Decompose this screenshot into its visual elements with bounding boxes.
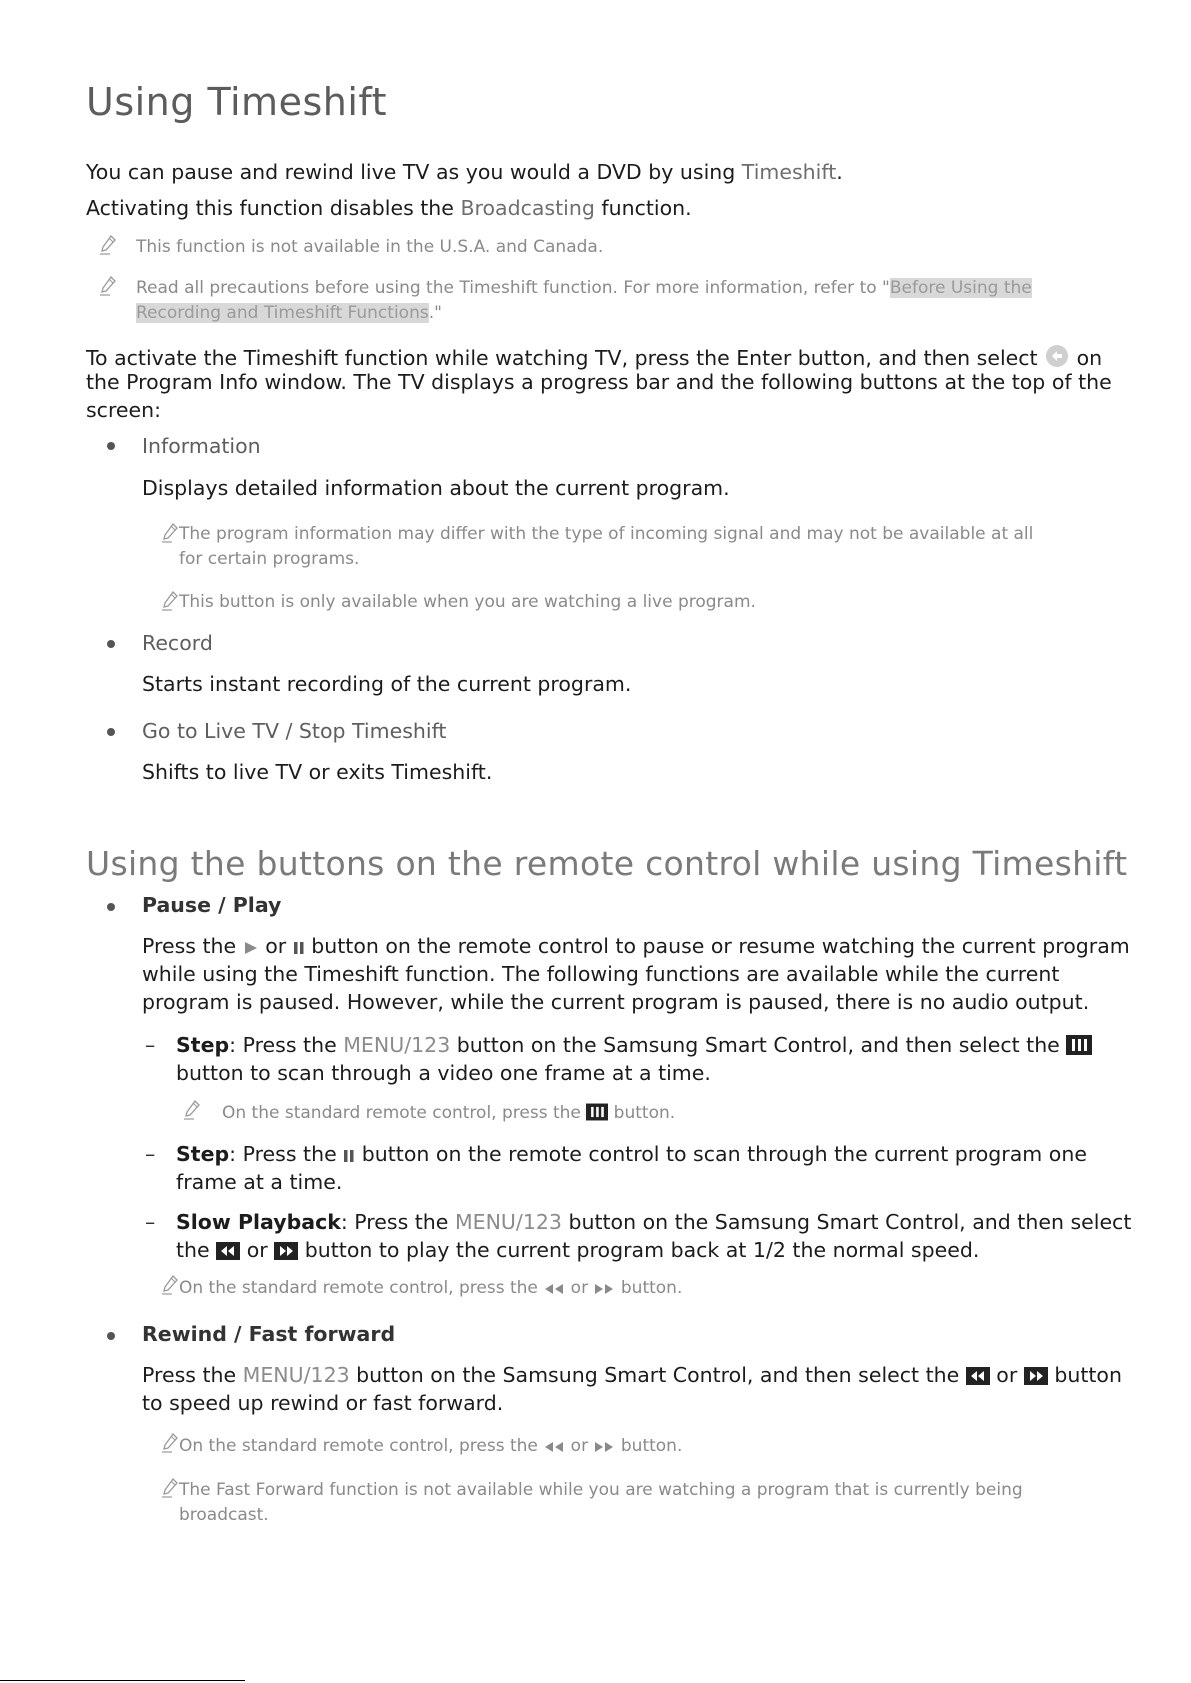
slow-line-2: the or button to play the current program back at 1/2 the normal speed.	[176, 1236, 979, 1267]
step2-line-1: Step: Press the button on the remote control to scan through the current program one	[176, 1140, 1087, 1171]
information-note-2: This button is only available when you are watching a live program.	[179, 592, 756, 612]
page-title: Using Timeshift	[86, 80, 387, 124]
pause-line-3: program is paused. However, while the current program is paused, there is no audio output.	[142, 990, 1090, 1014]
slow-rewind-icon	[216, 1239, 240, 1267]
step1-line-1: Step: Press the MENU/123 button on the Samsung Smart Control, and then select the	[176, 1031, 1092, 1062]
link-before-using[interactable]: Before Using the	[889, 278, 1032, 298]
rewind-ff-heading: Rewind / Fast forward	[142, 1322, 396, 1346]
step1-note: On the standard remote control, press the button.	[222, 1101, 675, 1129]
note-pencil-icon	[160, 1274, 180, 1296]
fast-forward-icon	[593, 1279, 615, 1304]
step1-line-2: button to scan through a video one frame at a time.	[176, 1061, 711, 1085]
menu123-label: MENU/123	[454, 1210, 562, 1234]
rewind-line-1: Press the MENU/123 button on the Samsung Smart Control, and then select the or button	[142, 1361, 1122, 1392]
pause-line-1: Press the or button on the remote control to pause or resume watching the current program	[142, 932, 1130, 963]
rewind-note-1: On the standard remote control, press the or button.	[179, 1434, 682, 1462]
pause-icon	[343, 1143, 355, 1171]
footer-rule	[0, 1680, 245, 1681]
information-note-1: The program information may differ with the type of incoming signal and may not be available at all	[179, 524, 1034, 544]
pause-icon	[293, 935, 305, 963]
activate-line-2: the Program Info window. The TV displays a progress bar and the following buttons at the top of the	[86, 370, 1112, 394]
menu123-label: MENU/123	[343, 1033, 451, 1057]
play-icon	[243, 935, 259, 963]
pause-line-2: while using the Timeshift function. The following functions are available while the current	[142, 962, 1060, 986]
rewind-note-2-line2: broadcast.	[179, 1505, 269, 1525]
timeshift-keyword: Timeshift	[741, 160, 837, 184]
record-desc: Starts instant recording of the current program.	[142, 672, 632, 696]
rewind-icon	[543, 1437, 565, 1462]
record-heading: Record	[142, 631, 213, 655]
step2-line-2: frame at a time.	[176, 1170, 343, 1194]
bullet	[107, 903, 115, 911]
golive-heading: Go to Live TV / Stop Timeshift	[142, 719, 447, 743]
link-recording-timeshift-functions[interactable]: Recording and Timeshift Functions	[136, 303, 429, 323]
note-precautions-line2: Recording and Timeshift Functions."	[136, 303, 442, 323]
slow-rewind-icon	[966, 1364, 990, 1392]
dash: –	[145, 1033, 156, 1057]
note-not-available: This function is not available in the U.S.A. and Canada.	[136, 237, 604, 257]
bullet	[107, 640, 115, 648]
golive-desc: Shifts to live TV or exits Timeshift.	[142, 760, 493, 784]
note-pencil-icon	[182, 1099, 202, 1121]
note-precautions: Read all precautions before using the Timeshift function. For more information, refer to "Before Using the	[136, 278, 1032, 298]
note-pencil-icon	[160, 590, 180, 612]
dash: –	[145, 1142, 156, 1166]
broadcasting-keyword: Broadcasting	[460, 196, 595, 220]
information-note-1-line2: for certain programs.	[179, 549, 360, 569]
pause-play-heading: Pause / Play	[142, 893, 282, 917]
slow-note: On the standard remote control, press the or button.	[179, 1276, 682, 1304]
intro-line-1: You can pause and rewind live TV as you would a DVD by using Timeshift.	[86, 160, 843, 184]
information-desc: Displays detailed information about the current program.	[142, 476, 730, 500]
information-heading: Information	[142, 434, 261, 458]
bullet	[107, 1332, 115, 1340]
slow-line-1: Slow Playback: Press the MENU/123 button on the Samsung Smart Control, and then select	[176, 1210, 1132, 1234]
activate-line-1: To activate the Timeshift function while watching TV, press the Enter button, and then select on	[86, 344, 1102, 375]
note-pencil-icon	[160, 522, 180, 544]
note-pencil-icon	[98, 234, 118, 256]
bullet	[107, 442, 115, 450]
step-frame-icon	[1066, 1034, 1092, 1062]
note-pencil-icon	[160, 1432, 180, 1454]
rewind-note-2: The Fast Forward function is not available while you are watching a program that is currently being	[179, 1480, 1023, 1500]
slow-forward-icon	[1024, 1364, 1048, 1392]
note-pencil-icon	[160, 1477, 180, 1499]
section-title-remote: Using the buttons on the remote control while using Timeshift	[86, 844, 1128, 883]
rewind-icon	[543, 1279, 565, 1304]
intro-line-2: Activating this function disables the Broadcasting function.	[86, 196, 692, 220]
step-frame-icon	[586, 1103, 608, 1129]
fast-forward-icon	[593, 1437, 615, 1462]
menu123-label: MENU/123	[242, 1363, 350, 1387]
activate-line-3: screen:	[86, 398, 162, 422]
bullet	[107, 728, 115, 736]
slow-forward-icon	[274, 1239, 298, 1267]
dash: –	[145, 1210, 156, 1234]
rewind-line-2: to speed up rewind or fast forward.	[142, 1391, 504, 1415]
note-pencil-icon	[98, 275, 118, 297]
